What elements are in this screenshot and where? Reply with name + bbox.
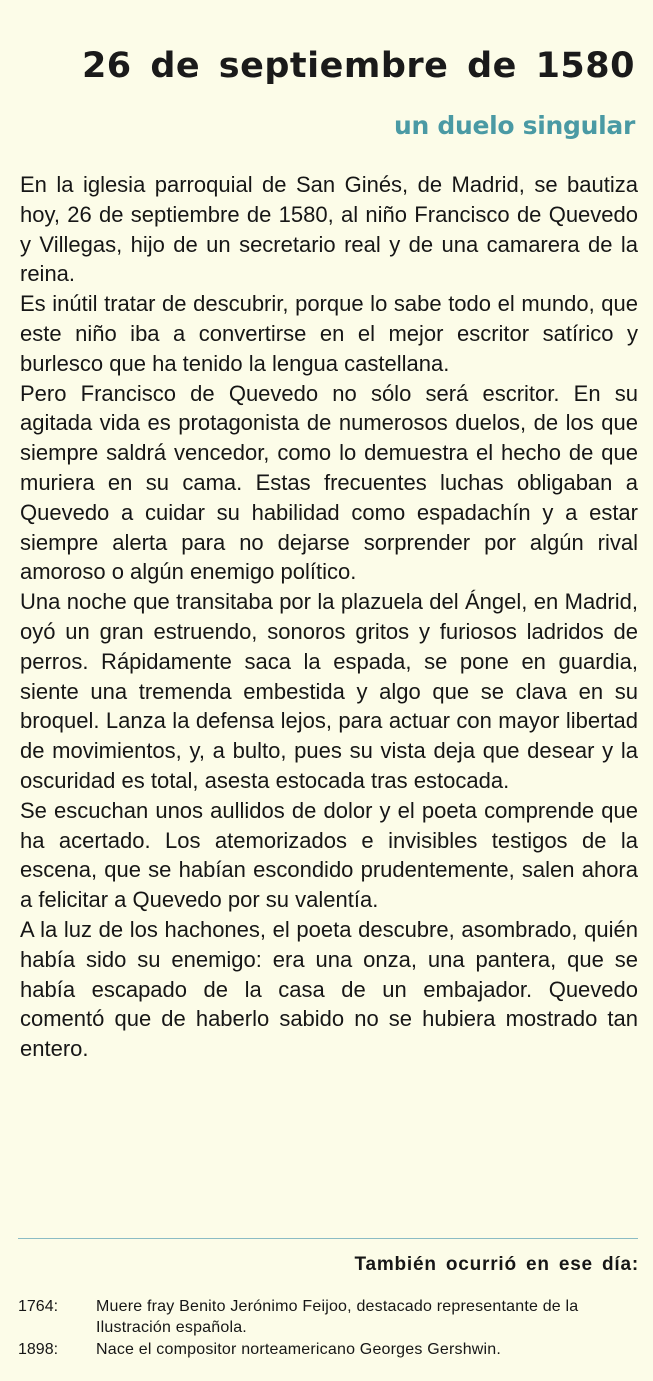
- article-paragraph: En la iglesia parroquial de San Ginés, de Madrid, se bautiza hoy, 26 de septiembre de 1580, al niño Francisco de Quevedo y Villegas, hijo de un secretario real y de una camarera de la reina.: [20, 172, 638, 287]
- event-item: [18, 1339, 640, 1360]
- events-list: [18, 1296, 640, 1361]
- event-item: [18, 1296, 640, 1338]
- event-text: Nace el compositor norteamericano Georges Gershwin.: [96, 1341, 502, 1358]
- page-subtitle: un duelo singular: [393, 111, 635, 140]
- page-title: 26 de septiembre de 1580: [81, 46, 635, 86]
- article-paragraph: A la luz de los hachones, el poeta descubre, asombrado, quién había sido su enemigo: era una onza, una pantera, que se había escapado de la casa de un embajador. Quevedo comentó que de haberlo sabido no se hubiera mostrado tan entero.: [20, 916, 638, 1062]
- event-year: 1898:: [18, 1341, 59, 1358]
- also-happened-heading: También ocurrió en ese día:: [354, 1254, 639, 1275]
- article-body: [20, 170, 638, 1064]
- article-paragraph: Es inútil tratar de descubrir, porque lo sabe todo el mundo, que este niño iba a convertirse en el mejor escritor satírico y burlesco que ha tenido la lengua castellana.: [20, 291, 638, 376]
- event-text: Muere fray Benito Jerónimo Feijoo, destacado representante de la Ilustración española.: [96, 1298, 579, 1336]
- article-paragraph: Se escuchan unos aullidos de dolor y el poeta comprende que ha acertado. Los atemorizados e invisibles testigos de la escena, que se habían escondido prudentemente, salen ahora a felicitar a Quevedo por su valentía.: [20, 797, 638, 913]
- event-year: 1764:: [18, 1298, 59, 1315]
- article-paragraph: Una noche que transitaba por la plazuela del Ángel, en Madrid, oyó un gran estruendo, sonoros gritos y furiosos ladridos de perros. Rápidamente saca la espada, se pone en guardia, siente una tremenda embestida y algo que se clava en su broquel. Lanza la defensa lejos, para actuar con mayor libertad de movimientos, y, a bulto, pues su vista deja que desear y la oscuridad es total, asesta estocada tras estocada.: [20, 589, 638, 793]
- section-divider: [18, 1238, 638, 1239]
- article-paragraph: Pero Francisco de Quevedo no sólo será escritor. En su agitada vida es protagonista de numerosos duelos, de los que siempre saldrá vencedor, como lo demuestra el hecho de que muriera en su cama. Estas frecuentes luchas obligaban a Quevedo a cuidar su habilidad como espadachín y a estar siempre alerta para no dejarse sorprender por algún rival amoroso o algún enemigo político.: [20, 380, 638, 585]
